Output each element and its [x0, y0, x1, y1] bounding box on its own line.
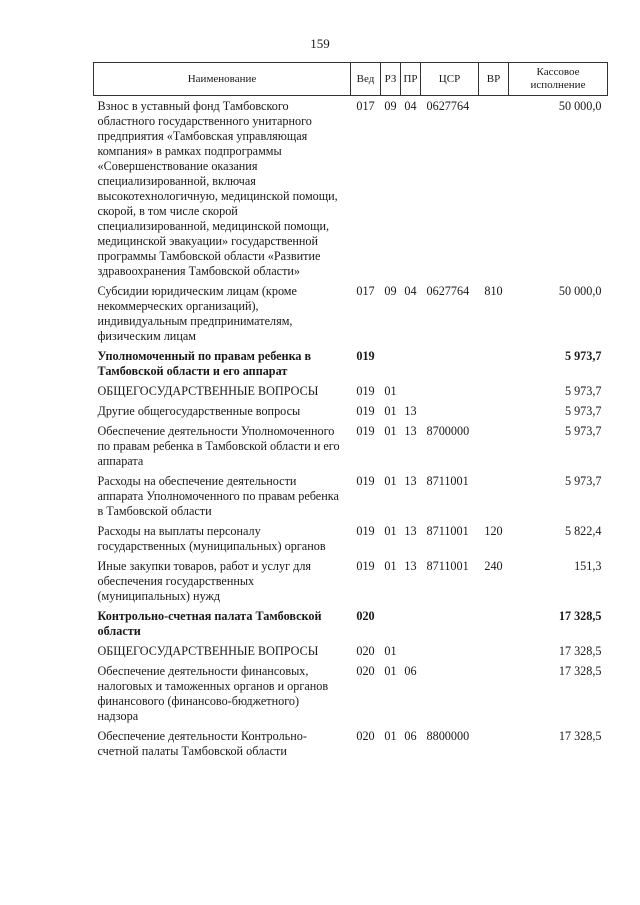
header-pr: ПР	[401, 63, 421, 96]
row-vr	[479, 349, 509, 384]
row-ved: 019	[356, 424, 375, 438]
row-pr: 13	[404, 524, 417, 538]
page-number: 159	[310, 36, 330, 51]
row-rz: 09	[384, 284, 397, 298]
row-amount: 5 822,4	[564, 524, 602, 538]
row-csr: 8711001	[426, 524, 469, 538]
row-name: ОБЩЕГОСУДАРСТВЕННЫЕ ВОПРОСЫ	[97, 644, 319, 658]
row-vr	[479, 384, 509, 404]
row-ved: 020	[356, 664, 375, 678]
table-row	[94, 474, 608, 524]
row-rz: 01	[384, 424, 397, 438]
table-body	[94, 96, 608, 765]
row-amount: 5 973,7	[564, 424, 602, 438]
row-rz: 01	[384, 644, 397, 658]
header-ved: Вед	[351, 63, 381, 96]
table-row	[94, 644, 608, 664]
row-rz	[381, 349, 401, 384]
row-ved: 020	[356, 644, 375, 658]
row-vr: 810	[484, 284, 503, 298]
row-rz: 01	[384, 404, 397, 418]
row-amount: 5 973,7	[564, 474, 602, 488]
row-ved: 020	[356, 609, 375, 623]
row-csr	[421, 384, 479, 404]
header-csr: ЦСР	[421, 63, 479, 96]
row-csr	[421, 349, 479, 384]
header-name: Наименование	[94, 63, 351, 96]
row-csr: 8711001	[426, 559, 469, 573]
table-row	[94, 424, 608, 474]
table-row	[94, 96, 608, 285]
row-vr	[479, 609, 509, 644]
row-vr	[479, 404, 509, 424]
table-row	[94, 524, 608, 559]
row-pr: 13	[404, 559, 417, 573]
row-pr: 13	[404, 474, 417, 488]
budget-table	[93, 62, 608, 764]
row-ved: 019	[356, 404, 375, 418]
row-vr	[479, 664, 509, 729]
row-vr	[479, 474, 509, 524]
row-vr	[479, 729, 509, 764]
row-name: Взнос в уставный фонд Тамбовского областного государственного унитарного предприятия «Тамбовская управляющая компания» в рамках подпрограммы «Совершенствование оказания специализированной, включая высокотехнологичную, медицинской помощи, скорой, в том числе скорой специализированной, медицинской помощи, медицинской эвакуации» государственной программы Тамбовской области «Развитие здравоохранения Тамбовской области»	[97, 99, 338, 278]
row-rz: 01	[384, 384, 397, 398]
row-name: Другие общегосударственные вопросы	[97, 404, 301, 418]
row-rz: 01	[384, 729, 397, 743]
row-amount: 5 973,7	[564, 384, 602, 398]
row-csr	[421, 644, 479, 664]
table-row	[94, 559, 608, 609]
row-amount: 17 328,5	[558, 609, 602, 623]
header-rz: РЗ	[381, 63, 401, 96]
row-rz: 09	[384, 99, 397, 113]
row-name: Субсидии юридическим лицам (кроме некоммерческих организаций), индивидуальным предпринимателям, физическим лицам	[97, 284, 297, 343]
row-ved: 019	[356, 474, 375, 488]
row-rz	[381, 609, 401, 644]
row-vr	[479, 644, 509, 664]
table-row	[94, 609, 608, 644]
row-rz: 01	[384, 524, 397, 538]
row-pr: 13	[404, 404, 417, 418]
table-row	[94, 664, 608, 729]
row-vr	[479, 424, 509, 474]
row-name: ОБЩЕГОСУДАРСТВЕННЫЕ ВОПРОСЫ	[97, 384, 319, 398]
row-name: Уполномоченный по правам ребенка в Тамбовской области и его аппарат	[97, 349, 312, 378]
row-csr: 8800000	[426, 729, 470, 743]
row-amount: 5 973,7	[564, 349, 602, 363]
row-rz: 01	[384, 559, 397, 573]
row-ved: 019	[356, 559, 375, 573]
row-amount: 5 973,7	[564, 404, 602, 418]
row-csr	[421, 664, 479, 729]
row-name: Обеспечение деятельности Контрольно-счетной палаты Тамбовской области	[97, 729, 307, 758]
row-ved: 019	[356, 384, 375, 398]
row-pr	[401, 384, 421, 404]
row-pr	[401, 609, 421, 644]
table-header	[94, 63, 608, 96]
row-pr: 04	[404, 99, 417, 113]
row-ved: 017	[356, 99, 375, 113]
row-rz: 01	[384, 474, 397, 488]
table-row	[94, 404, 608, 424]
row-ved: 017	[356, 284, 375, 298]
row-csr: 0627764	[426, 284, 470, 298]
row-name: Расходы на выплаты персоналу государственных (муниципальных) органов	[97, 524, 326, 553]
row-pr	[401, 644, 421, 664]
row-csr: 0627764	[426, 99, 470, 113]
row-amount: 50 000,0	[558, 99, 602, 113]
row-amount: 17 328,5	[558, 729, 602, 743]
row-amount: 17 328,5	[558, 664, 602, 678]
row-name: Обеспечение деятельности Уполномоченного по правам ребенка в Тамбовской области и его аппарата	[97, 424, 340, 468]
row-pr	[401, 349, 421, 384]
row-amount: 17 328,5	[558, 644, 602, 658]
row-pr: 06	[404, 729, 417, 743]
row-pr: 04	[404, 284, 417, 298]
row-vr	[479, 96, 509, 285]
row-csr	[421, 609, 479, 644]
row-vr: 240	[484, 559, 503, 573]
row-pr: 13	[404, 424, 417, 438]
row-amount: 151,3	[574, 559, 602, 573]
row-csr	[421, 404, 479, 424]
header-vr: ВР	[479, 63, 509, 96]
row-ved: 019	[356, 524, 375, 538]
row-vr: 120	[484, 524, 503, 538]
row-pr: 06	[404, 664, 417, 678]
table-row	[94, 284, 608, 349]
table-row	[94, 729, 608, 764]
table-row	[94, 384, 608, 404]
row-name: Иные закупки товаров, работ и услуг для обеспечения государственных (муниципальных) нужд	[97, 559, 312, 603]
row-name: Расходы на обеспечение деятельности аппарата Уполномоченного по правам ребенка в Тамбовской области	[97, 474, 339, 518]
row-name: Обеспечение деятельности финансовых, налоговых и таможенных органов и органов финансового (финансово-бюджетного) надзора	[97, 664, 329, 723]
table-row	[94, 349, 608, 384]
row-csr: 8700000	[426, 424, 470, 438]
row-ved: 020	[356, 729, 375, 743]
header-amount: Кассовое исполнение	[509, 63, 608, 96]
row-amount: 50 000,0	[558, 284, 602, 298]
row-csr: 8711001	[426, 474, 469, 488]
row-rz: 01	[384, 664, 397, 678]
row-name: Контрольно-счетная палата Тамбовской области	[97, 609, 322, 638]
row-ved: 019	[356, 349, 375, 363]
